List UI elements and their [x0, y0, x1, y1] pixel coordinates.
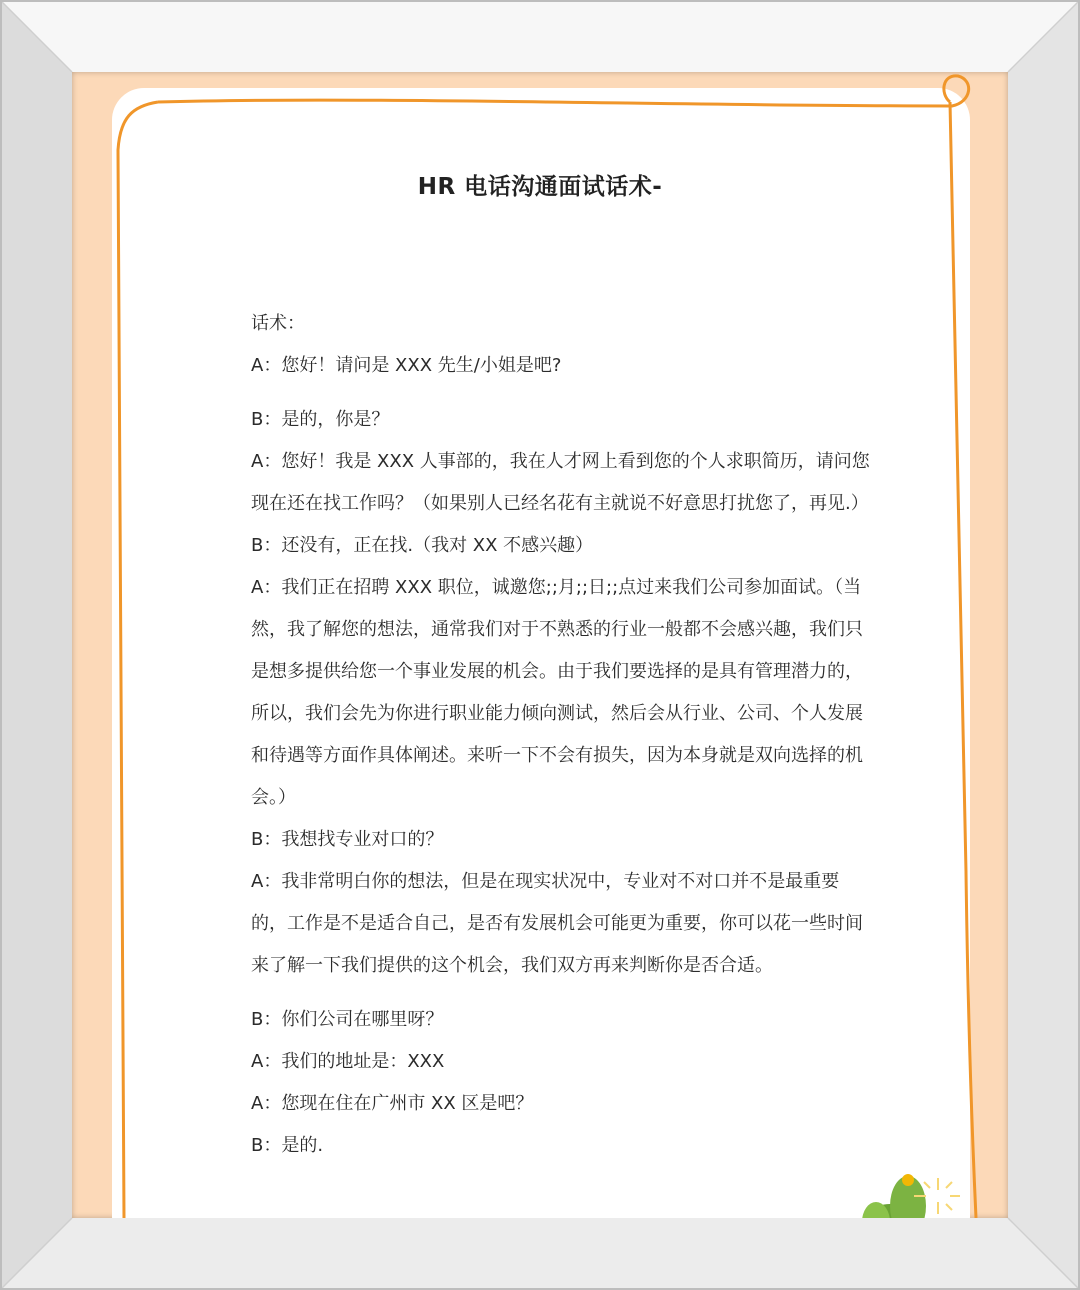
- document-body: [251, 303, 873, 1167]
- paragraph-a-address: A：我们的地址是：XXX: [251, 1051, 445, 1072]
- paragraph-heading: 话术：: [251, 313, 305, 334]
- paragraph-b-location: B：你们公司在哪里呀？: [251, 1009, 444, 1030]
- paragraph-a-major-reply: A：我非常明白你的想法，但是在现实状况中，专业对不对口并不是最重要的，工作是不是适合自己，是否有发展机会可能更为重要，你可以花一些时间来了解一下我们提供的这个机会，我们双方再来判断你是否合适。: [251, 871, 863, 976]
- paragraph-a-greeting: A：您好！请问是 XXX 先生/小姐是吧?: [251, 355, 562, 376]
- cactus-icon: [842, 1170, 962, 1218]
- document-title: HR 电话沟通面试话术-: [417, 174, 663, 200]
- paragraph-b-status: B：还没有，正在找.（我对 XX 不感兴趣）: [251, 535, 594, 556]
- paragraph-a-district: A：您现在住在广州市 XX 区是吧？: [251, 1093, 534, 1114]
- paragraph-a-intro: A：您好！我是 XXX 人事部的，我在人才网上看到您的个人求职简历，请问您现在还在找工作吗？（如果别人已经名花有主就说不好意思打扰您了，再见.）: [251, 451, 870, 514]
- paragraph-b-confirm: B：是的.: [251, 1135, 324, 1156]
- paragraph-b-reply: B：是的，你是？: [251, 409, 390, 430]
- paragraph-b-major: B：我想找专业对口的？: [251, 829, 444, 850]
- paragraph-a-invite: A：我们正在招聘 XXX 职位，诚邀您;;月;;日;;点过来我们公司参加面试。（当然，我了解您的想法，通常我们对于不熟悉的行业一般都不会感兴趣，我们只是想多提供给您一个事业发展的机会。由于我们要选择的是具有管理潜力的，所以，我们会先为你进行职业能力倾向测试，然后会从行业、公司、个人发展和待遇等方面作具体阐述。来听一下不会有损失，因为本身就是双向选择的机会。）: [251, 577, 863, 808]
